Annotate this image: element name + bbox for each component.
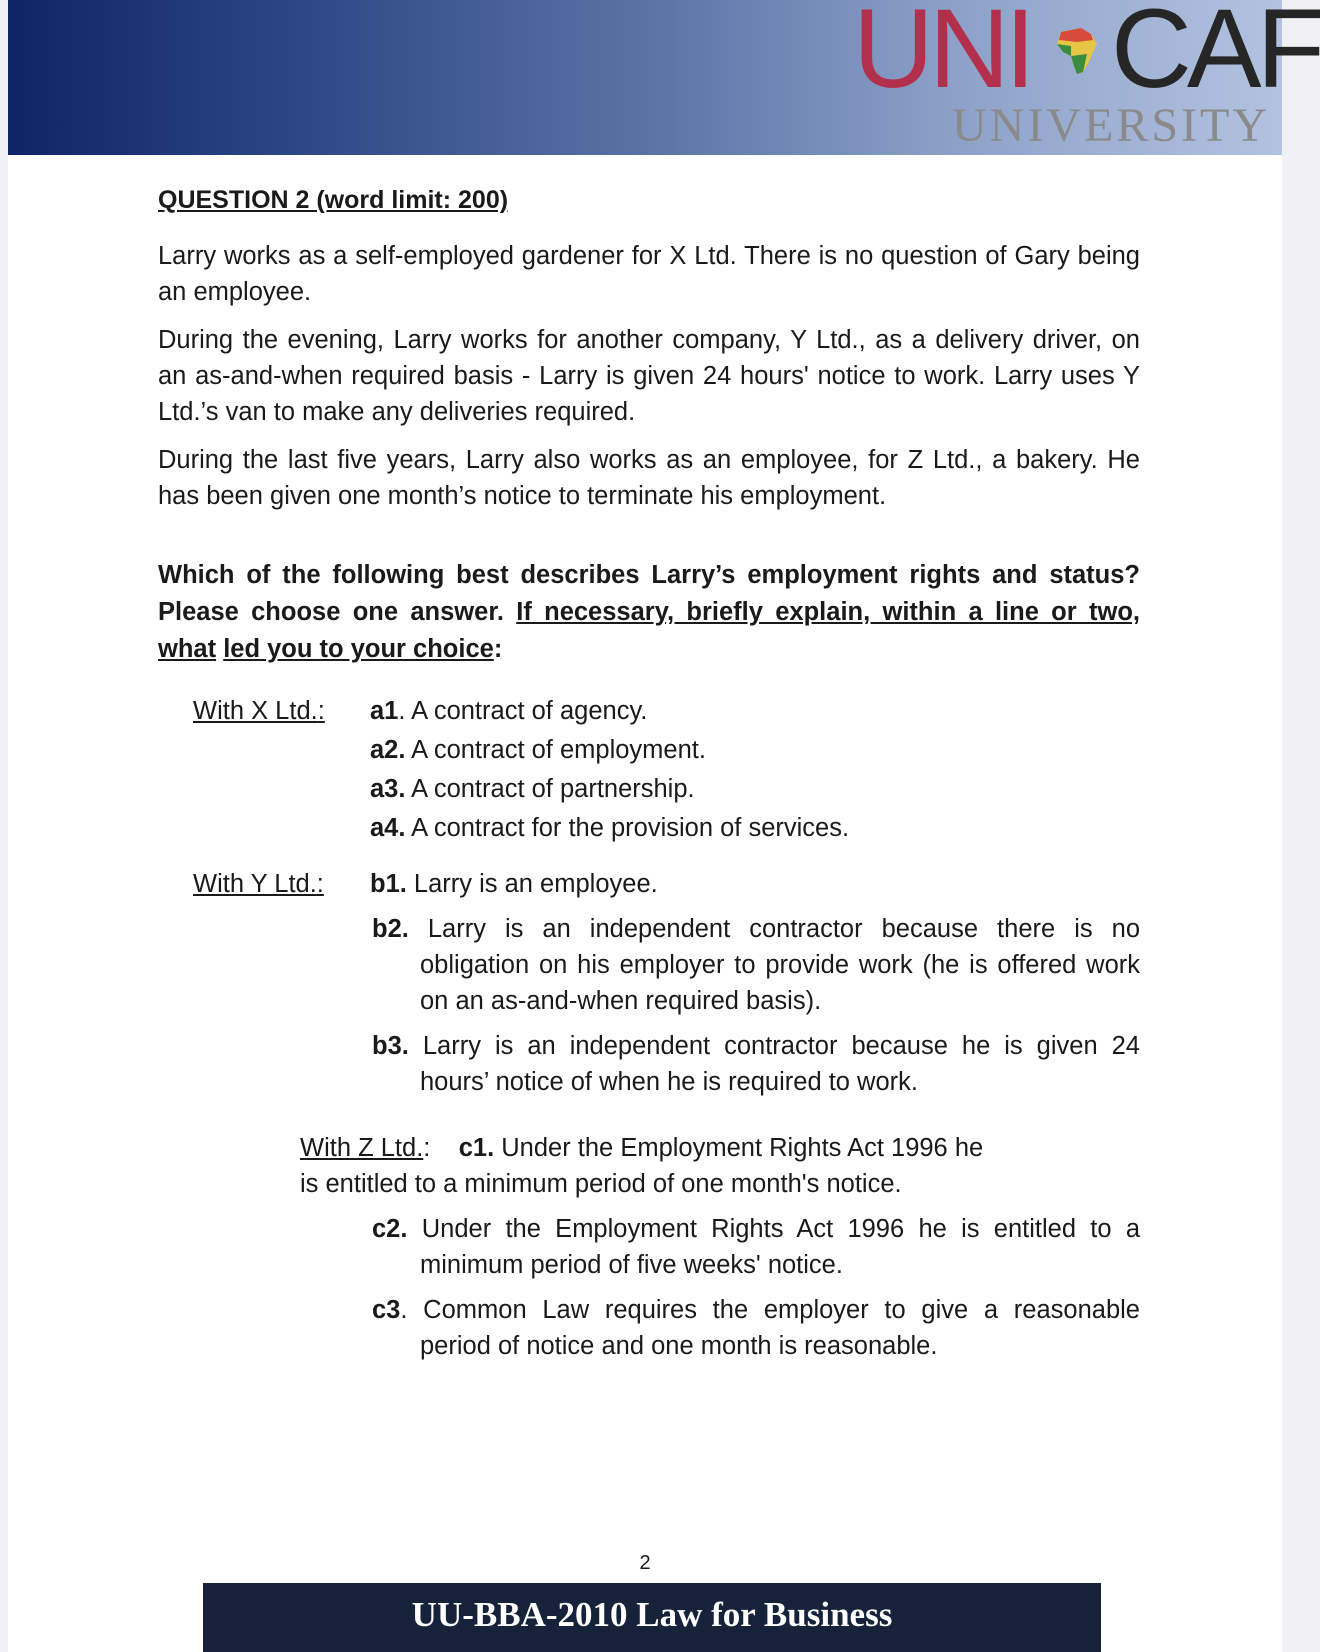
answer-option-c3[interactable]: c3. Common Law requires the employer to give a reasonable period of notice and one month is reasonable. — [372, 1296, 1140, 1360]
option-group-x — [158, 693, 1140, 846]
group-label-y: With Y Ltd.: — [193, 870, 324, 898]
document-page — [8, 0, 1320, 1652]
prompt-bold-text: Which of the following best describes Larry’s employment rights and status? Please choose one answer. — [158, 561, 1140, 626]
answer-option-c2[interactable]: c2. Under the Employment Rights Act 1996 he is entitled to a minimum period of five weeks' notice. — [372, 1215, 1140, 1279]
logo-letters-uni: UNI — [853, 0, 1031, 111]
course-footer: UU-BBA-2010 Law for Business — [203, 1583, 1101, 1652]
group-label-x: With X Ltd.: — [193, 697, 325, 725]
group-label-z: With Z Ltd. — [300, 1134, 424, 1162]
answer-option-b3[interactable]: b3. Larry is an independent contractor because he is given 24 hours’ notice of when he is required to work. — [372, 1032, 1140, 1096]
prompt-underlined-text: led you to your choice — [223, 635, 494, 663]
answer-option-a3[interactable]: a3. A contract of partnership. — [370, 775, 695, 803]
answer-option-b1[interactable]: b1. Larry is an employee. — [370, 870, 658, 898]
option-group-z — [158, 1130, 1140, 1364]
answer-option-b2[interactable]: b2. Larry is an independent contractor because there is no obligation on his employer to provide work (he is offered work on an as-and-when required basis). — [372, 915, 1140, 1015]
answer-option-a2[interactable]: a2. A contract of employment. — [370, 736, 706, 764]
answer-option-a1[interactable]: a1. A contract of agency. — [370, 697, 648, 725]
question-prompt — [158, 557, 1140, 668]
answer-option-a4[interactable]: a4. A contract for the provision of services. — [370, 814, 850, 842]
answer-option-c1[interactable]: With Z Ltd.: c1. Under the Employment Rights Act 1996 he is entitled to a minimum period of one month's notice. — [300, 1134, 984, 1198]
scenario-paragraph: During the last five years, Larry also works as an employee, for Z Ltd., a bakery. He has been given one month’s notice to terminate his employment. — [158, 446, 1140, 510]
option-group-y — [158, 866, 1140, 1100]
prompt-underlined-text: what — [158, 635, 217, 663]
header-banner — [8, 0, 1320, 155]
logo-university-text: UNIVERSITY — [952, 99, 1270, 152]
africa-map-icon — [1047, 22, 1109, 84]
logo-letters-caf: CAF — [1111, 0, 1320, 111]
question-title: QUESTION 2 (word limit: 200) — [158, 186, 509, 214]
page-number: 2 — [639, 1552, 651, 1574]
prompt-underlined-text: If necessary, briefly explain, within a line or two, — [516, 598, 1140, 626]
unicaf-logo — [843, 0, 1320, 155]
question-content — [158, 182, 1140, 1364]
scenario-paragraph: During the evening, Larry works for another company, Y Ltd., as a delivery driver, on an as-and-when required basis - Larry is given 24 hours' notice to work. Larry uses Y Ltd.’s van to make any deliveries required. — [158, 326, 1140, 426]
prompt-colon: : — [493, 635, 503, 663]
scenario-paragraph: Larry works as a self-employed gardener for X Ltd. There is no question of Gary being an employee. — [158, 242, 1140, 306]
